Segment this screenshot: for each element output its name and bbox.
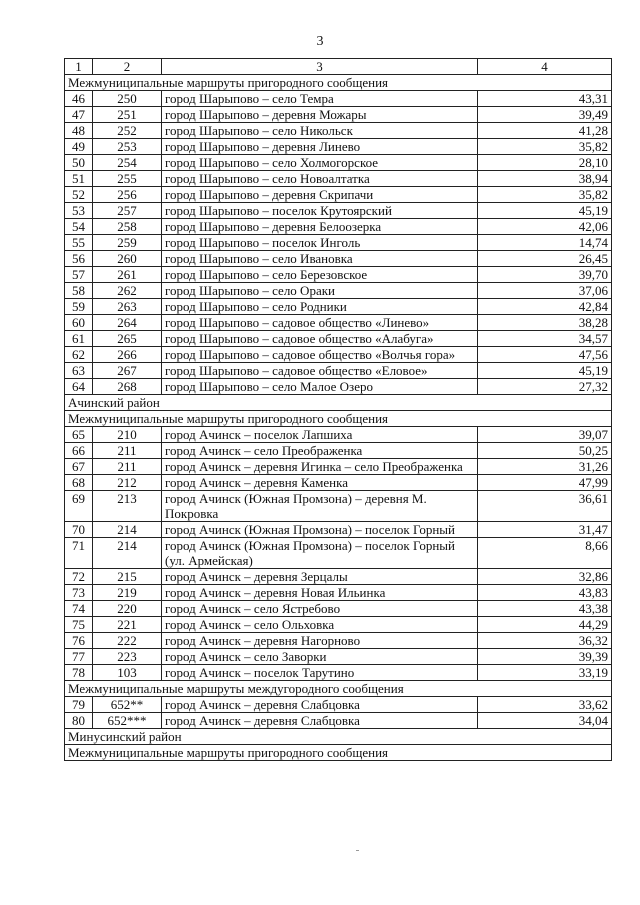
header-col-1: 1	[65, 59, 93, 75]
table-row	[65, 251, 612, 267]
table-row	[65, 187, 612, 203]
row-number: 65	[65, 427, 93, 443]
route-name: город Ачинск – деревня Зерцалы	[162, 569, 478, 585]
row-number: 70	[65, 522, 93, 538]
route-name: город Шарыпово – деревня Можары	[162, 107, 478, 123]
route-name: город Шарыпово – садовое общество «Алабуга»	[162, 331, 478, 347]
table-row	[65, 91, 612, 107]
table-row	[65, 203, 612, 219]
row-number: 46	[65, 91, 93, 107]
route-length: 27,32	[478, 379, 612, 395]
route-length: 42,84	[478, 299, 612, 315]
row-number: 52	[65, 187, 93, 203]
route-number: 213	[93, 491, 162, 522]
section-title: Межмуниципальные маршруты междугородного сообщения	[65, 681, 612, 697]
table-row	[65, 219, 612, 235]
route-length: 36,61	[478, 491, 612, 522]
route-length: 33,62	[478, 697, 612, 713]
table-row	[65, 522, 612, 538]
section-title: Ачинский район	[65, 395, 612, 411]
route-length: 47,56	[478, 347, 612, 363]
route-length: 34,04	[478, 713, 612, 729]
route-length: 39,07	[478, 427, 612, 443]
route-name: город Шарыпово – деревня Скрипачи	[162, 187, 478, 203]
route-name: город Ачинск – село Преображенка	[162, 443, 478, 459]
table-row	[65, 363, 612, 379]
row-number: 63	[65, 363, 93, 379]
route-length: 31,26	[478, 459, 612, 475]
table-row	[65, 475, 612, 491]
row-number: 61	[65, 331, 93, 347]
table-row	[65, 235, 612, 251]
route-length: 43,83	[478, 585, 612, 601]
table-row	[65, 443, 612, 459]
row-number: 73	[65, 585, 93, 601]
row-number: 71	[65, 538, 93, 569]
route-number: 265	[93, 331, 162, 347]
row-number: 68	[65, 475, 93, 491]
table-row	[65, 123, 612, 139]
route-length: 45,19	[478, 203, 612, 219]
route-length: 31,47	[478, 522, 612, 538]
row-number: 72	[65, 569, 93, 585]
route-name: город Шарыпово – село Малое Озеро	[162, 379, 478, 395]
table-row	[65, 299, 612, 315]
route-number: 268	[93, 379, 162, 395]
route-number: 264	[93, 315, 162, 331]
table-row	[65, 283, 612, 299]
table-row	[65, 665, 612, 681]
row-number: 48	[65, 123, 93, 139]
route-number: 259	[93, 235, 162, 251]
table-row	[65, 538, 612, 569]
route-number: 254	[93, 155, 162, 171]
route-name: город Шарыпово – поселок Инголь	[162, 235, 478, 251]
row-number: 54	[65, 219, 93, 235]
route-number: 251	[93, 107, 162, 123]
section-row	[65, 411, 612, 427]
row-number: 67	[65, 459, 93, 475]
route-number: 258	[93, 219, 162, 235]
route-number: 255	[93, 171, 162, 187]
route-number: 221	[93, 617, 162, 633]
page-number: 3	[316, 34, 324, 49]
route-name: город Ачинск – деревня Каменка	[162, 475, 478, 491]
route-length: 38,28	[478, 315, 612, 331]
route-number: 210	[93, 427, 162, 443]
table-row	[65, 267, 612, 283]
route-number: 220	[93, 601, 162, 617]
route-number: 263	[93, 299, 162, 315]
row-number: 75	[65, 617, 93, 633]
route-length: 39,49	[478, 107, 612, 123]
route-length: 33,19	[478, 665, 612, 681]
route-length: 39,39	[478, 649, 612, 665]
section-row	[65, 745, 612, 761]
route-number: 253	[93, 139, 162, 155]
row-number: 51	[65, 171, 93, 187]
route-name: город Шарыпово – село Березовское	[162, 267, 478, 283]
table-row	[65, 427, 612, 443]
section-row	[65, 75, 612, 91]
section-title: Минусинский район	[65, 729, 612, 745]
row-number: 66	[65, 443, 93, 459]
route-number: 211	[93, 459, 162, 475]
row-number: 74	[65, 601, 93, 617]
route-number: 214	[93, 522, 162, 538]
route-number: 652**	[93, 697, 162, 713]
route-number: 211	[93, 443, 162, 459]
header-col-4: 4	[478, 59, 612, 75]
route-length: 14,74	[478, 235, 612, 251]
section-title: Межмуниципальные маршруты пригородного сообщения	[65, 75, 612, 91]
row-number: 77	[65, 649, 93, 665]
route-number: 223	[93, 649, 162, 665]
route-number: 652***	[93, 713, 162, 729]
table-row	[65, 601, 612, 617]
route-length: 32,86	[478, 569, 612, 585]
section-row	[65, 681, 612, 697]
route-length: 37,06	[478, 283, 612, 299]
route-number: 215	[93, 569, 162, 585]
table-header-row	[65, 59, 612, 75]
route-number: 266	[93, 347, 162, 363]
route-name: город Ачинск – деревня Новая Ильинка	[162, 585, 478, 601]
route-name: город Шарыпово – поселок Крутоярский	[162, 203, 478, 219]
route-length: 28,10	[478, 155, 612, 171]
route-name: город Ачинск (Южная Промзона) – поселок Горный	[162, 522, 478, 538]
section-row	[65, 729, 612, 745]
table-row	[65, 171, 612, 187]
route-name: город Шарыпово – село Родники	[162, 299, 478, 315]
route-length: 47,99	[478, 475, 612, 491]
table-row	[65, 459, 612, 475]
route-name: город Ачинск – село Ястребово	[162, 601, 478, 617]
table-row	[65, 315, 612, 331]
route-name: город Ачинск – село Заворки	[162, 649, 478, 665]
route-name: город Шарыпово – село Новоалтатка	[162, 171, 478, 187]
row-number: 56	[65, 251, 93, 267]
route-name: город Шарыпово – деревня Линево	[162, 139, 478, 155]
table-row	[65, 697, 612, 713]
route-number: 219	[93, 585, 162, 601]
route-length: 36,32	[478, 633, 612, 649]
row-number: 55	[65, 235, 93, 251]
route-name: город Ачинск – деревня Слабцовка	[162, 713, 478, 729]
table-row	[65, 713, 612, 729]
routes-table	[64, 58, 612, 761]
row-number: 53	[65, 203, 93, 219]
route-length: 35,82	[478, 139, 612, 155]
table-row	[65, 649, 612, 665]
route-length: 42,06	[478, 219, 612, 235]
row-number: 64	[65, 379, 93, 395]
row-number: 78	[65, 665, 93, 681]
row-number: 58	[65, 283, 93, 299]
row-number: 62	[65, 347, 93, 363]
route-name: город Шарыпово – село Никольск	[162, 123, 478, 139]
route-number: 250	[93, 91, 162, 107]
route-number: 103	[93, 665, 162, 681]
route-name: город Ачинск – село Ольховка	[162, 617, 478, 633]
table-row	[65, 107, 612, 123]
route-length: 44,29	[478, 617, 612, 633]
route-name: город Шарыпово – село Темра	[162, 91, 478, 107]
route-number: 212	[93, 475, 162, 491]
row-number: 49	[65, 139, 93, 155]
header-col-2: 2	[93, 59, 162, 75]
route-name: город Ачинск – деревня Слабцовка	[162, 697, 478, 713]
row-number: 59	[65, 299, 93, 315]
route-name: город Шарыпово – деревня Белоозерка	[162, 219, 478, 235]
route-number: 260	[93, 251, 162, 267]
route-length: 8,66	[478, 538, 612, 569]
row-number: 69	[65, 491, 93, 522]
table-row	[65, 139, 612, 155]
route-length: 39,70	[478, 267, 612, 283]
route-number: 261	[93, 267, 162, 283]
row-number: 60	[65, 315, 93, 331]
route-name: город Шарыпово – садовое общество «Волчья гора»	[162, 347, 478, 363]
route-name: город Ачинск – деревня Нагорново	[162, 633, 478, 649]
route-name: город Шарыпово – село Ораки	[162, 283, 478, 299]
header-col-3: 3	[162, 59, 478, 75]
table-row	[65, 585, 612, 601]
route-length: 26,45	[478, 251, 612, 267]
route-name: город Шарыпово – садовое общество «Линево»	[162, 315, 478, 331]
table-row	[65, 633, 612, 649]
route-number: 267	[93, 363, 162, 379]
route-name: город Шарыпово – село Холмогорское	[162, 155, 478, 171]
row-number: 76	[65, 633, 93, 649]
table-row	[65, 491, 612, 522]
scan-mark	[356, 850, 359, 851]
route-length: 50,25	[478, 443, 612, 459]
table-row	[65, 347, 612, 363]
table-row	[65, 155, 612, 171]
section-title: Межмуниципальные маршруты пригородного сообщения	[65, 411, 612, 427]
row-number: 79	[65, 697, 93, 713]
table-row	[65, 331, 612, 347]
row-number: 50	[65, 155, 93, 171]
route-length: 34,57	[478, 331, 612, 347]
route-length: 35,82	[478, 187, 612, 203]
route-number: 257	[93, 203, 162, 219]
route-length: 38,94	[478, 171, 612, 187]
section-title: Межмуниципальные маршруты пригородного сообщения	[65, 745, 612, 761]
table-row	[65, 569, 612, 585]
row-number: 80	[65, 713, 93, 729]
route-number: 222	[93, 633, 162, 649]
route-name: город Ачинск (Южная Промзона) – поселок Горный (ул. Армейская)	[162, 538, 478, 569]
route-length: 43,31	[478, 91, 612, 107]
route-name: город Ачинск (Южная Промзона) – деревня М. Покровка	[162, 491, 478, 522]
route-number: 262	[93, 283, 162, 299]
route-length: 43,38	[478, 601, 612, 617]
row-number: 57	[65, 267, 93, 283]
route-name: город Ачинск – поселок Лапшиха	[162, 427, 478, 443]
route-name: город Шарыпово – садовое общество «Еловое»	[162, 363, 478, 379]
route-length: 41,28	[478, 123, 612, 139]
row-number: 47	[65, 107, 93, 123]
route-number: 214	[93, 538, 162, 569]
section-row	[65, 395, 612, 411]
route-name: город Шарыпово – село Ивановка	[162, 251, 478, 267]
route-number: 252	[93, 123, 162, 139]
table-row	[65, 617, 612, 633]
route-length: 45,19	[478, 363, 612, 379]
table-row	[65, 379, 612, 395]
route-name: город Ачинск – деревня Игинка – село Преображенка	[162, 459, 478, 475]
route-name: город Ачинск – поселок Тарутино	[162, 665, 478, 681]
route-number: 256	[93, 187, 162, 203]
